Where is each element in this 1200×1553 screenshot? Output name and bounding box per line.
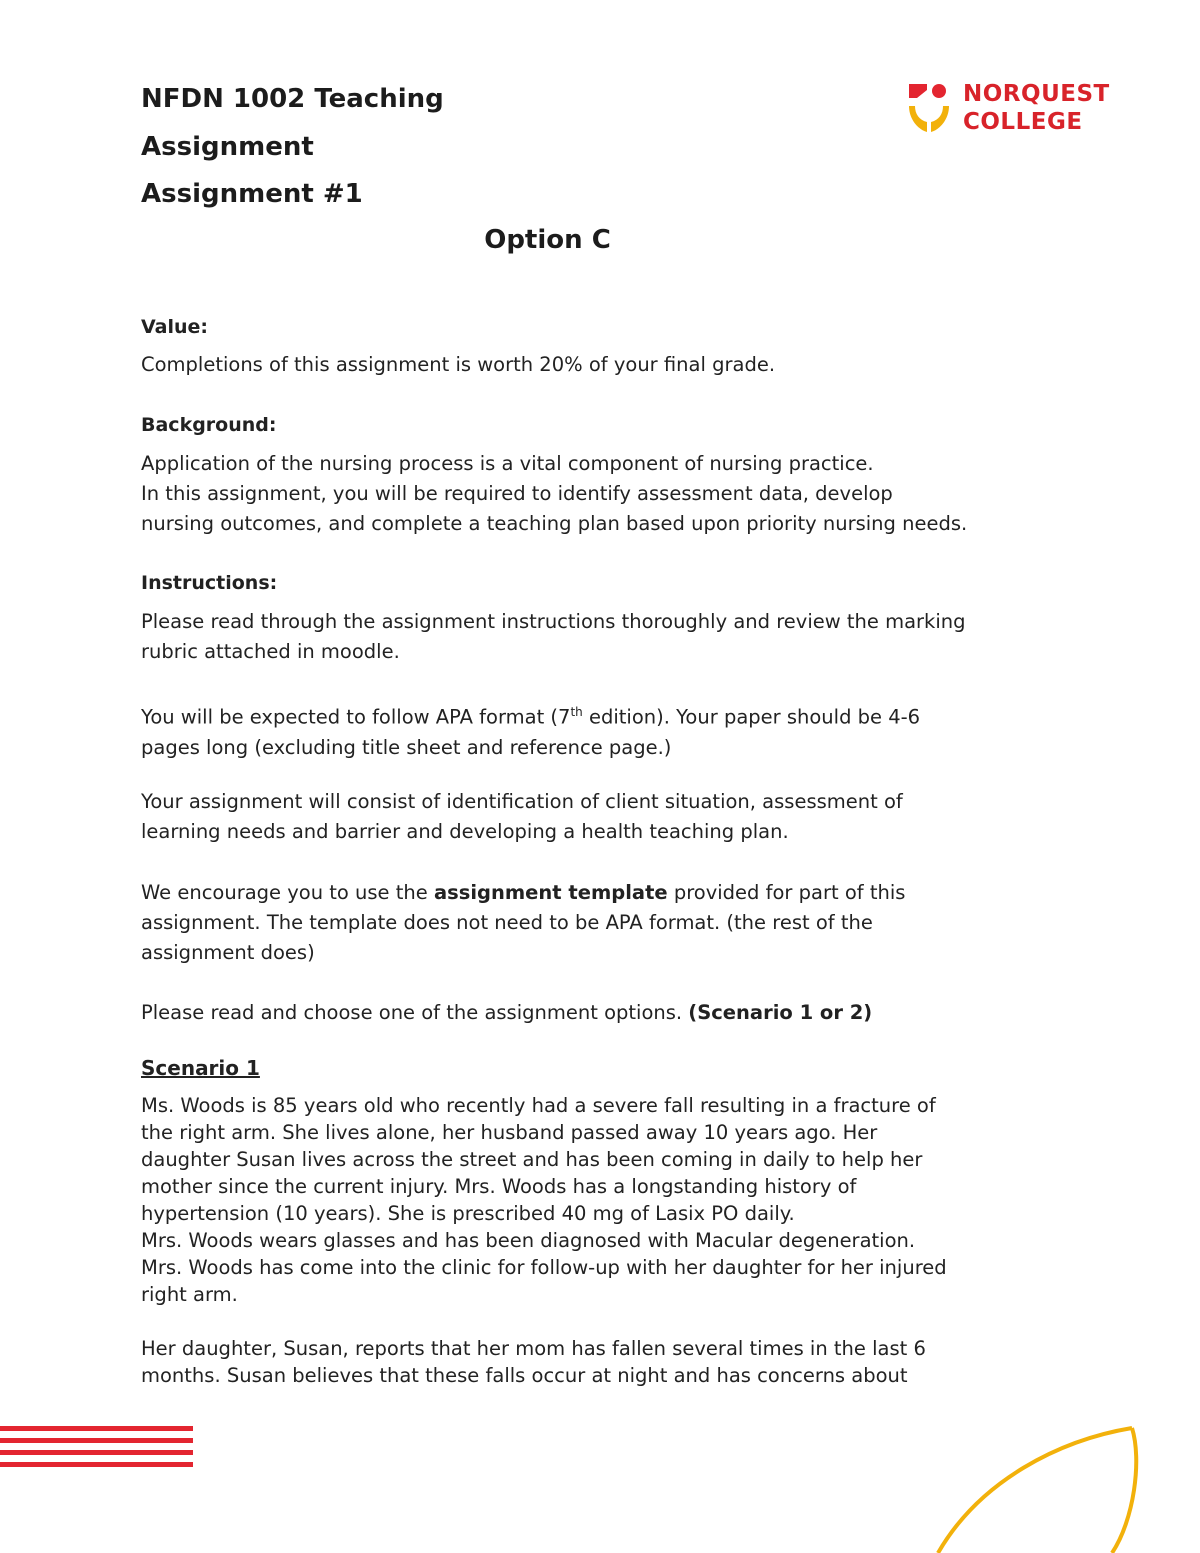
- instructions-para-2: [141, 697, 1071, 763]
- scenario-line: mother since the current injury. Mrs. Woods has a longstanding history of: [141, 1175, 857, 1198]
- scenario-line: hypertension (10 years). She is prescribed 40 mg of Lasix PO daily.: [141, 1202, 795, 1225]
- scenario-line: Ms. Woods is 85 years old who recently had a severe fall resulting in a fracture of: [141, 1094, 936, 1117]
- instructions-para-3: [141, 787, 1071, 847]
- logo-text-line1: NORQUEST: [963, 81, 1110, 107]
- instructions-line: Your assignment will consist of identification of client situation, assessment of: [141, 790, 903, 813]
- apa-text-cont: edition). Your paper should be 4-6: [582, 705, 921, 729]
- instructions-line: [141, 697, 1071, 733]
- scenario-line: Mrs. Woods wears glasses and has been diagnosed with Macular degeneration.: [141, 1229, 916, 1252]
- instructions-line: Please read through the assignment instructions thoroughly and review the marking: [141, 610, 966, 633]
- instructions-para-5: [141, 998, 1071, 1028]
- doc-title-line2: Assignment: [141, 132, 314, 162]
- footer-leaf-swoosh: [920, 1420, 1200, 1553]
- scenario-line: months. Susan believes that these falls occur at night and has concerns about: [141, 1364, 908, 1387]
- instructions-line: assignment does): [141, 941, 315, 964]
- scenario-choice-bold: (Scenario 1 or 2): [688, 1001, 873, 1024]
- instructions-heading: Instructions:: [141, 572, 278, 594]
- scenario-line: right arm.: [141, 1283, 238, 1306]
- value-heading: Value:: [141, 316, 209, 338]
- background-line: In this assignment, you will be required to identify assessment data, develop: [141, 482, 893, 505]
- assignment-template-bold: assignment template: [433, 881, 668, 904]
- choose-text: Please read and choose one of the assignment options.: [141, 1001, 689, 1024]
- scenario-line: the right arm. She lives alone, her husband passed away 10 years ago. Her: [141, 1121, 878, 1144]
- template-text-cont: provided for part of this: [667, 881, 906, 904]
- footer-stripes: [0, 1426, 193, 1468]
- apa-text: You will be expected to follow APA format (7: [141, 705, 571, 729]
- instructions-line: [141, 878, 1071, 908]
- stripe: [0, 1450, 193, 1455]
- instructions-para-4: [141, 878, 1071, 968]
- value-text: Completions of this assignment is worth 20% of your final grade.: [141, 353, 776, 376]
- scenario-line: daughter Susan lives across the street and has been coming in daily to help her: [141, 1148, 923, 1171]
- superscript: th: [570, 705, 583, 719]
- doc-title-line3: Assignment #1: [141, 179, 363, 209]
- instructions-line: assignment. The template does not need to be APA format. (the rest of the: [141, 911, 873, 934]
- background-line: Application of the nursing process is a vital component of nursing practice.: [141, 452, 874, 475]
- background-heading: Background:: [141, 414, 277, 436]
- background-text: [141, 449, 1071, 539]
- scenario-heading: Scenario 1: [141, 1056, 260, 1080]
- template-text: We encourage you to use the: [141, 881, 434, 904]
- stripe: [0, 1426, 193, 1431]
- stripe: [0, 1462, 193, 1467]
- scenario-para-2: [141, 1335, 1071, 1389]
- stripe: [0, 1438, 193, 1443]
- scenario-line: Mrs. Woods has come into the clinic for follow-up with her daughter for her injured: [141, 1256, 947, 1279]
- doc-title-line1: NFDN 1002 Teaching: [141, 84, 444, 114]
- instructions-line: pages long (excluding title sheet and reference page.): [141, 735, 672, 759]
- background-line: nursing outcomes, and complete a teaching plan based upon priority nursing needs.: [141, 512, 968, 535]
- instructions-line: [141, 998, 1071, 1028]
- instructions-para-1: [141, 607, 1071, 667]
- logo-text-line2: COLLEGE: [963, 109, 1083, 135]
- instructions-line: rubric attached in moodle.: [141, 640, 400, 663]
- scenario-line: Her daughter, Susan, reports that her mom has fallen several times in the last 6: [141, 1337, 926, 1360]
- option-heading: Option C: [484, 225, 611, 255]
- scenario-para-1: [141, 1092, 1071, 1308]
- instructions-line: learning needs and barrier and developing a health teaching plan.: [141, 820, 789, 843]
